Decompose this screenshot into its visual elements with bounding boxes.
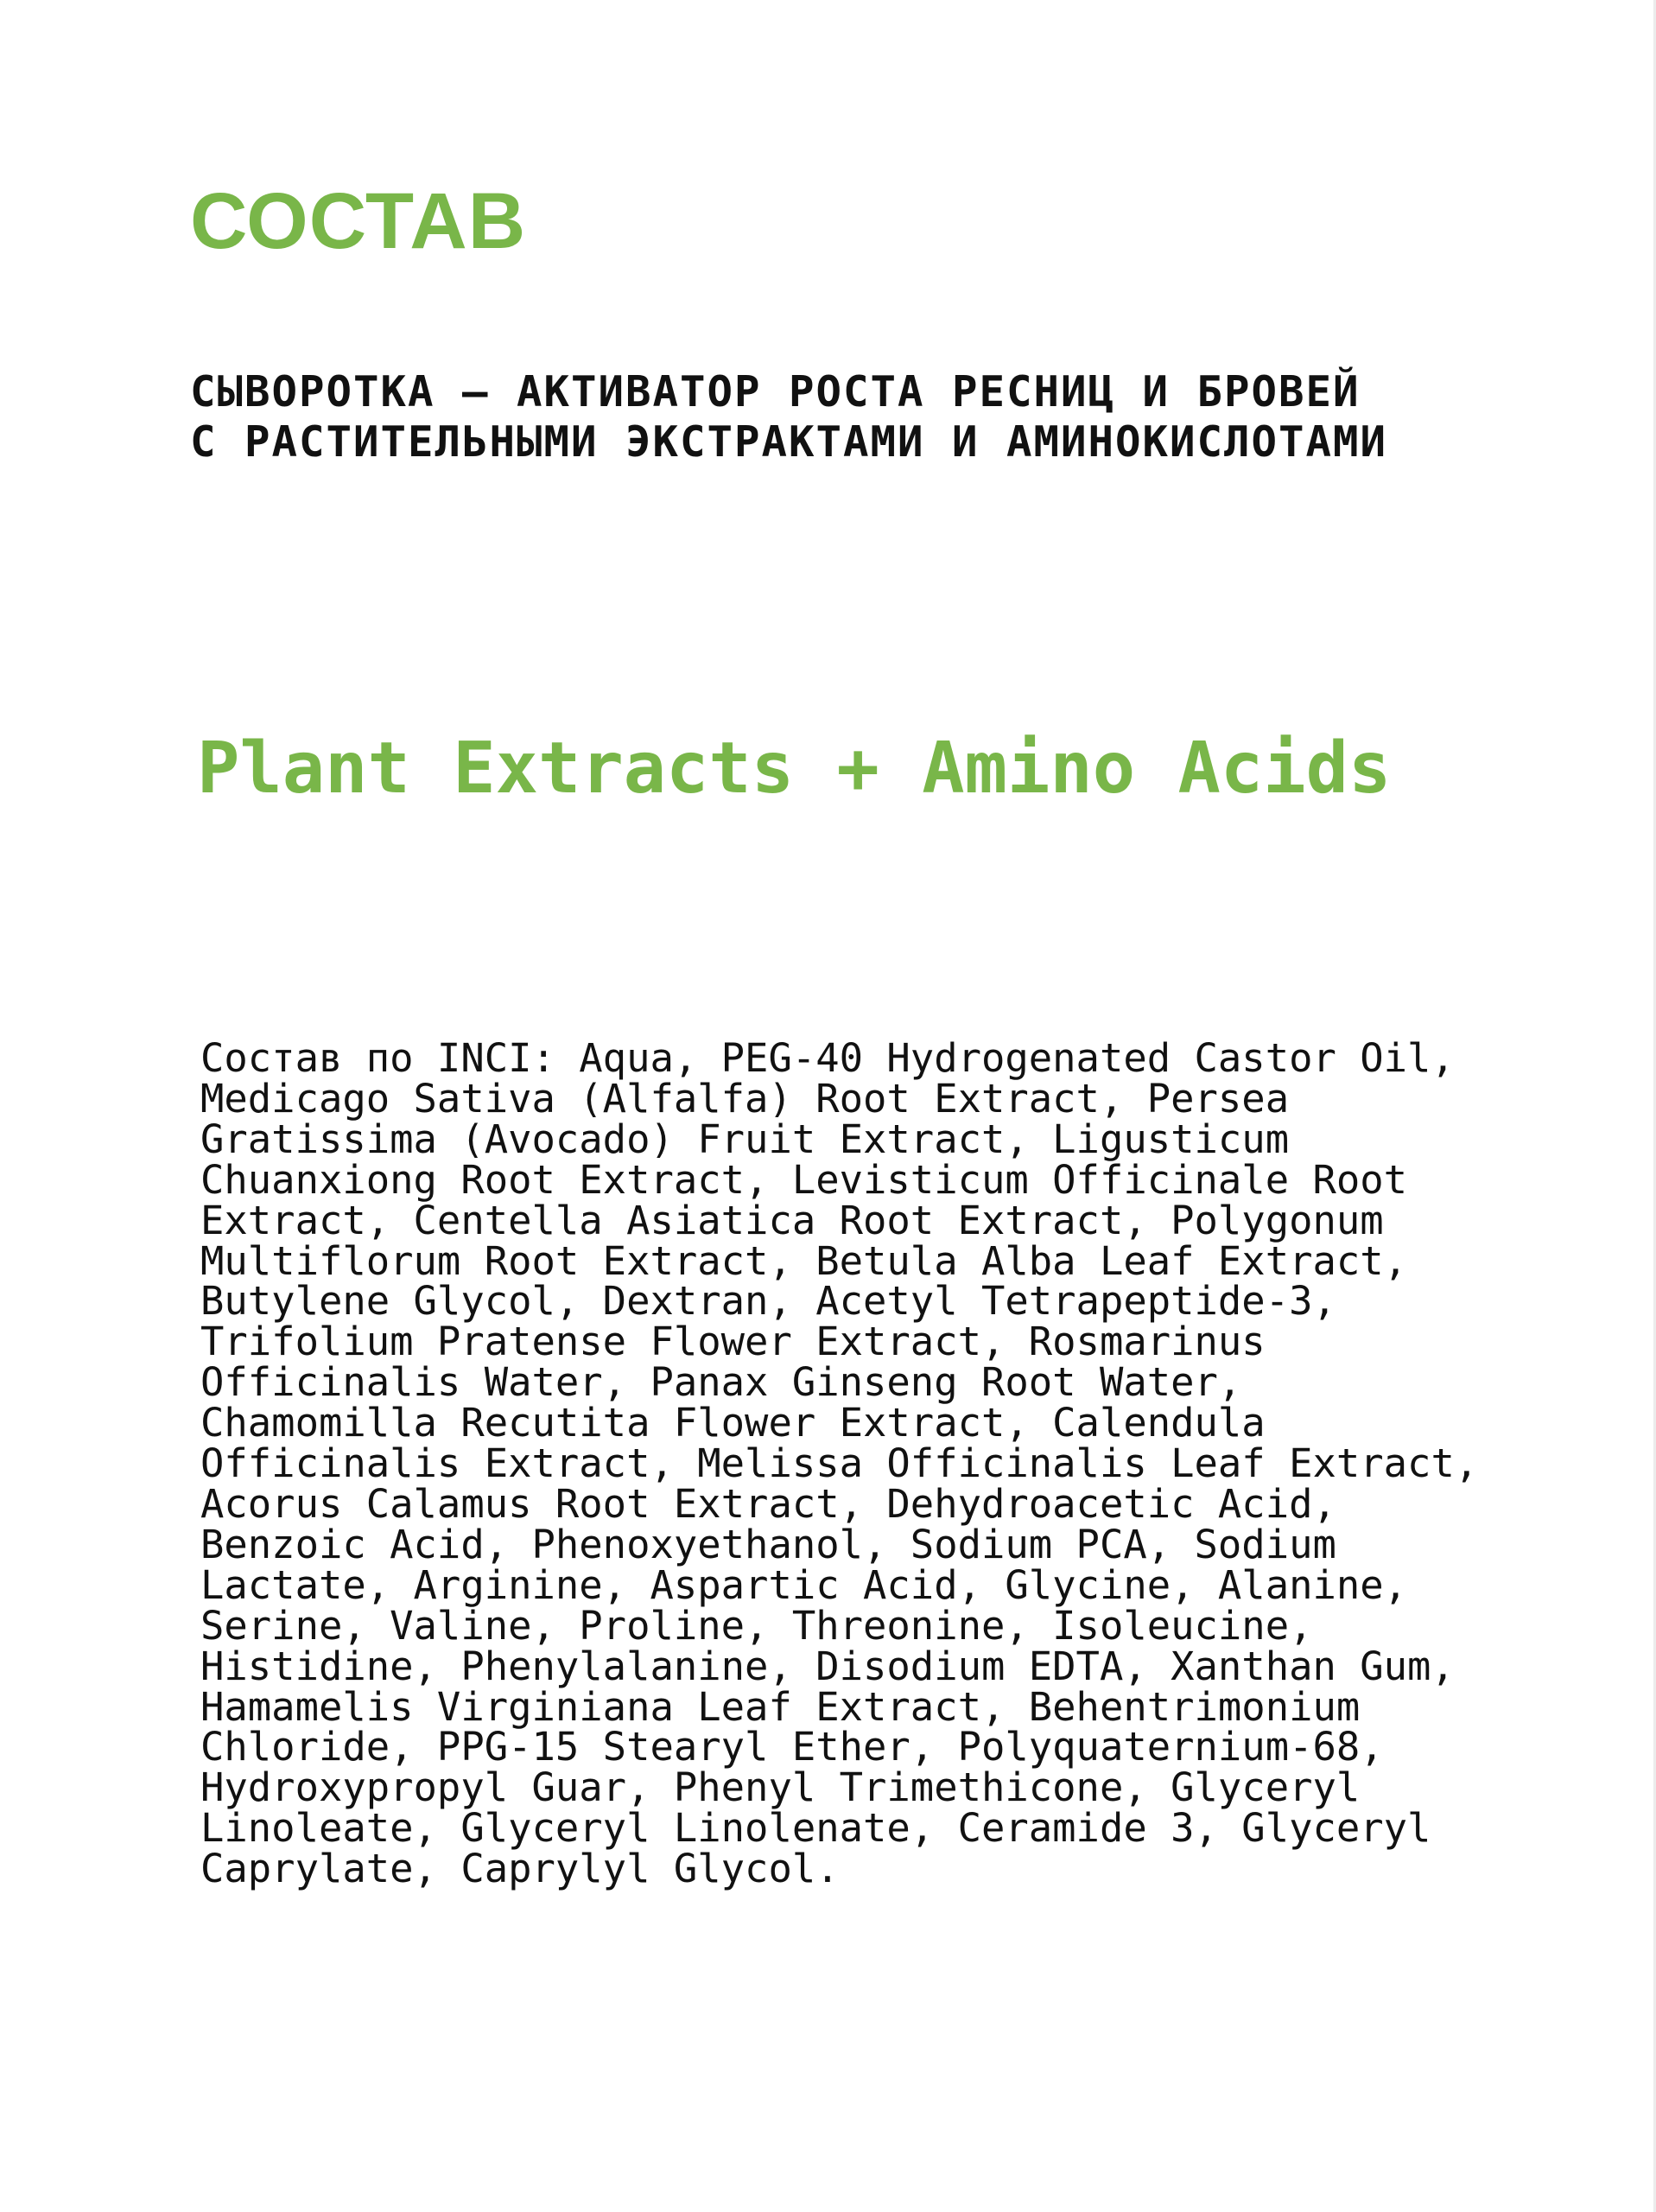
ingredients-list xyxy=(200,1035,1479,1892)
ingredients-line: Medicago Sativa (Alfalfa) Root Extract, Persea xyxy=(200,1075,1290,1122)
ingredients-line: Gratissima (Avocado) Fruit Extract, Ligusticum xyxy=(200,1116,1290,1162)
ingredients-line: Butylene Glycol, Dextran, Acetyl Tetrapeptide-3, xyxy=(200,1278,1336,1325)
product-subtitle xyxy=(190,367,1387,467)
ingredients-line: Histidine, Phenylalanine, Disodium EDTA, Xanthan Gum, xyxy=(200,1643,1455,1689)
subtitle-line: С РАСТИТЕЛЬНЫМИ ЭКСТРАКТАМИ И АМИНОКИСЛОТАМИ xyxy=(190,417,1388,467)
ingredients-line: Officinalis Extract, Melissa Officinalis Leaf Extract, xyxy=(200,1440,1479,1487)
ingredients-line: Chamomilla Recutita Flower Extract, Calendula xyxy=(200,1400,1266,1446)
ingredients-line: Extract, Centella Asiatica Root Extract, Polygonum xyxy=(200,1197,1384,1243)
ingredients-line: Acorus Calamus Root Extract, Dehydroacetic Acid, xyxy=(200,1480,1336,1527)
ingredients-line: Состав по INCI: Aqua, PEG-40 Hydrogenated Castor Oil, xyxy=(200,1035,1455,1081)
ingredients-line: Chuanxiong Root Extract, Levisticum Officinale Root xyxy=(200,1156,1408,1203)
ingredients-line: Caprylate, Caprylyl Glycol. xyxy=(200,1846,840,1892)
ingredients-line: Benzoic Acid, Phenoxyethanol, Sodium PCA, Sodium xyxy=(200,1521,1336,1567)
ingredients-line: Lactate, Arginine, Aspartic Acid, Glycine, Alanine, xyxy=(200,1561,1408,1608)
product-tagline: Plant Extracts + Amino Acids xyxy=(197,728,1392,810)
subtitle-line: СЫВОРОТКА — АКТИВАТОР РОСТА РЕСНИЦ И БРОВЕЙ xyxy=(190,367,1361,416)
ingredients-line: Chloride, PPG-15 Stearyl Ether, Polyquaternium-68, xyxy=(200,1724,1384,1770)
ingredients-line: Trifolium Pratense Flower Extract, Rosmarinus xyxy=(200,1319,1266,1365)
ingredients-line: Hamamelis Virginiana Leaf Extract, Behentrimonium xyxy=(200,1683,1361,1730)
ingredients-line: Hydroxypropyl Guar, Phenyl Trimethicone, Glyceryl xyxy=(200,1764,1361,1811)
ingredients-line: Linoleate, Glyceryl Linolenate, Ceramide 3, Glyceryl xyxy=(200,1805,1431,1852)
ingredients-line: Multiflorum Root Extract, Betula Alba Leaf Extract, xyxy=(200,1237,1408,1284)
section-heading: СОСТАВ xyxy=(190,177,527,265)
ingredients-line: Serine, Valine, Proline, Threonine, Isoleucine, xyxy=(200,1602,1313,1649)
ingredients-line: Officinalis Water, Panax Ginseng Root Water, xyxy=(200,1359,1242,1406)
